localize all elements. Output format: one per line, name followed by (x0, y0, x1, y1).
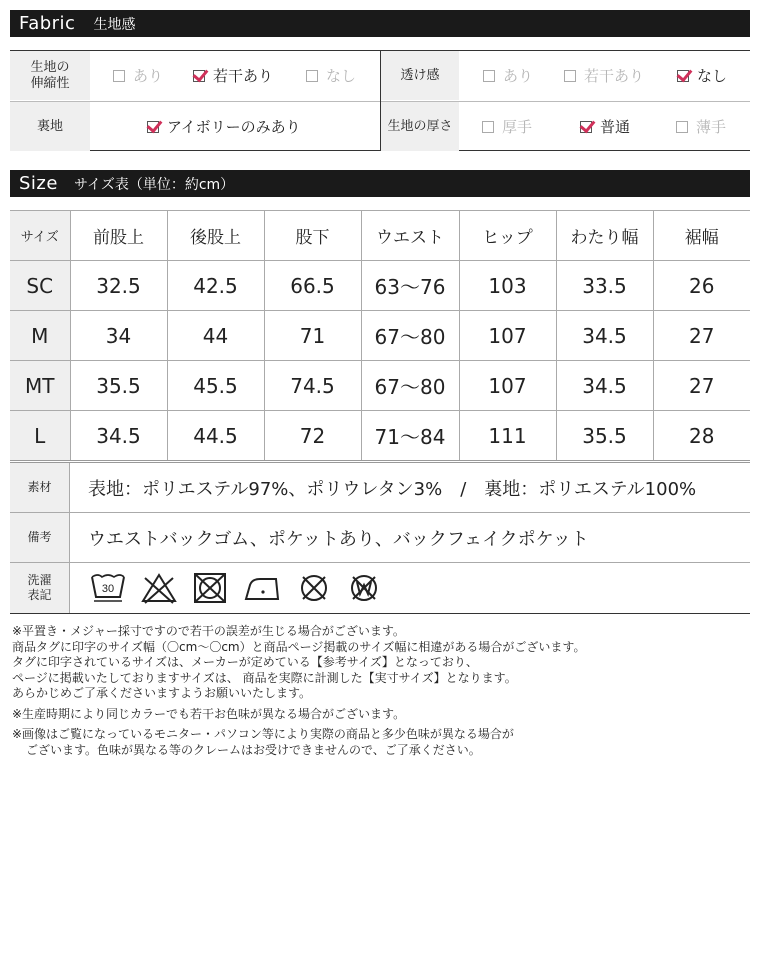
care-icons (70, 563, 750, 613)
table-cell: 34 (70, 311, 167, 361)
table-cell: 28 (653, 411, 750, 461)
table-row (10, 361, 750, 411)
table-cell: 71〜84 (361, 411, 459, 461)
table-cell: 32.5 (70, 261, 167, 311)
column-header: 前股上 (70, 211, 167, 261)
column-header: 後股上 (167, 211, 264, 261)
table-cell: 35.5 (556, 411, 653, 461)
remarks-value: ウエストバックゴム、ポケットあり、バックフェイクポケット (88, 528, 589, 550)
column-header: 股下 (264, 211, 361, 261)
checkbox-icon (564, 70, 576, 82)
sheer-label: 透け感 (381, 51, 459, 100)
care-label: 洗濯 表記 (10, 563, 70, 613)
thickness-label: 生地の厚さ (381, 102, 459, 151)
size-name: MT (10, 361, 70, 411)
sheer-option-ari: あり (483, 51, 533, 100)
column-header: 裾幅 (653, 211, 750, 261)
table-cell: 107 (459, 361, 556, 411)
note-line: ございます。色味が異なる等のクレームはお受けできませんので、ご了承ください。 (26, 742, 481, 757)
fabric-title: Fabric (19, 13, 76, 34)
table-cell: 66.5 (264, 261, 361, 311)
stretch-option-jakkan: 若干あり (193, 51, 273, 100)
table-cell: 72 (264, 411, 361, 461)
stretch-label: 生地の 伸縮性 (10, 51, 90, 100)
note-line: ※画像はご覧になっているモニター・パソコン等により実際の商品と多少色味が異なる場合が (12, 727, 514, 741)
table-cell: 71 (264, 311, 361, 361)
lining-label: 裏地 (10, 102, 90, 151)
column-header: ヒップ (459, 211, 556, 261)
checkbox-icon (483, 70, 495, 82)
no-dry-clean-icon (296, 571, 332, 605)
size-name: M (10, 311, 70, 361)
no-wet-clean-icon (346, 571, 382, 605)
table-cell: 44.5 (167, 411, 264, 461)
stretch-option-ari: あり (113, 51, 163, 100)
fabric-table (10, 50, 750, 151)
checkbox-icon (676, 121, 688, 133)
table-cell: 34.5 (70, 411, 167, 461)
table-cell: 74.5 (264, 361, 361, 411)
note-line: あらかじめご了承くださいますようお願いいたします。 (12, 686, 312, 700)
stretch-option-nashi: なし (306, 51, 356, 100)
note-line: ※平置き・メジャー採寸ですので若干の誤差が生じる場合がございます。 (12, 624, 405, 638)
no-bleach-icon (140, 571, 178, 605)
remarks-row (10, 513, 750, 563)
iron-low-icon (242, 571, 282, 605)
checkbox-icon (113, 70, 125, 82)
table-cell: 45.5 (167, 361, 264, 411)
checked-checkbox-icon (580, 121, 592, 133)
table-cell: 33.5 (556, 261, 653, 311)
table-cell: 27 (653, 311, 750, 361)
table-cell: 34.5 (556, 361, 653, 411)
checked-checkbox-icon (193, 70, 205, 82)
fabric-subtitle: 生地感 (93, 16, 136, 33)
table-cell: 67〜80 (361, 311, 459, 361)
note-line: ※生産時期により同じカラーでも若干お色味が異なる場合がございます。 (12, 706, 406, 721)
table-row (10, 261, 750, 311)
table-row (10, 411, 750, 461)
sheer-option-jakkan: 若干あり (564, 51, 644, 100)
table-cell: 44 (167, 311, 264, 361)
table-cell: 27 (653, 361, 750, 411)
material-label: 素材 (10, 463, 70, 512)
table-cell: 42.5 (167, 261, 264, 311)
size-subtitle: サイズ表（単位：約cm） (73, 176, 235, 193)
note-line: 商品タグに印字のサイズ幅（〇cm〜〇cm）と商品ページ掲載のサイズ幅に相違がある場合がございます。 (12, 639, 586, 654)
note-line: タグに印字されているサイズは、メーカーが定めている【参考サイズ】となっており、 (12, 655, 478, 669)
material-value: 表地：ポリエステル97%、ポリウレタン3% / 裏地：ポリエステル100% (88, 478, 697, 500)
no-tumble-dry-icon (192, 571, 228, 605)
details-table (10, 460, 750, 614)
table-cell: 35.5 (70, 361, 167, 411)
table-cell: 34.5 (556, 311, 653, 361)
note-line: ページに掲載いたしておりますサイズは、 商品を実際に計測した【実寸サイズ】となります。 (12, 670, 517, 685)
checked-checkbox-icon (677, 70, 689, 82)
table-cell: 111 (459, 411, 556, 461)
sheer-option-nashi: なし (677, 51, 727, 100)
table-cell: 67〜80 (361, 361, 459, 411)
fabric-divider (380, 51, 381, 151)
wash-temp: 30 (101, 583, 115, 595)
checkbox-icon (306, 70, 318, 82)
care-row (10, 563, 750, 613)
thickness-option-futsuu: 普通 (580, 102, 630, 151)
checkbox-icon (482, 121, 494, 133)
thickness-option-atsude: 厚手 (482, 102, 532, 151)
table-cell: 26 (653, 261, 750, 311)
material-row (10, 463, 750, 513)
table-cell: 63〜76 (361, 261, 459, 311)
size-name: L (10, 411, 70, 461)
size-table (10, 210, 750, 461)
checked-checkbox-icon (147, 121, 159, 133)
size-header (10, 170, 750, 197)
notes (12, 624, 752, 758)
table-cell: 107 (459, 311, 556, 361)
wash-30-icon (90, 571, 126, 605)
column-header: ウエスト (361, 211, 459, 261)
size-title: Size (19, 173, 58, 194)
column-header: サイズ (10, 211, 70, 261)
column-header: わたり幅 (556, 211, 653, 261)
lining-option: アイボリーのみあり (147, 102, 301, 151)
table-row (10, 311, 750, 361)
thickness-option-usude: 薄手 (676, 102, 726, 151)
remarks-label: 備考 (10, 513, 70, 562)
size-name: SC (10, 261, 70, 311)
table-cell: 103 (459, 261, 556, 311)
size-header-row (10, 211, 750, 261)
fabric-header (10, 10, 750, 37)
